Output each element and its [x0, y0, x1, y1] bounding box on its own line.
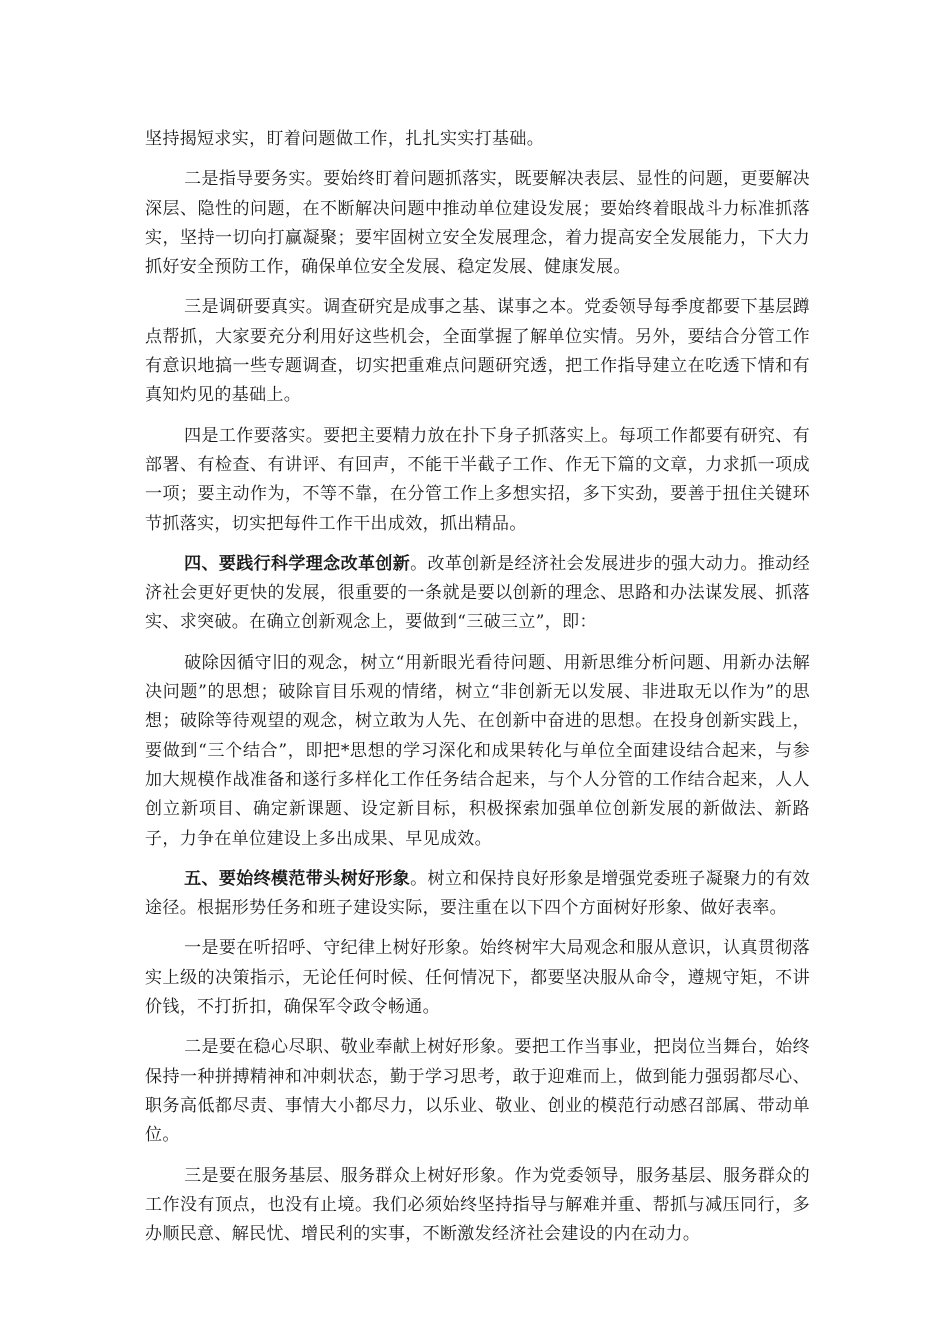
section-four-body: 。改革创新是经济社会发展进步的强大动力。推动经济社会更好更快的发展，很重要的一条就是要以创新的理念、思路和办法谋发展、抓落实、求突破。在确立创新观念上，要做到“三破三立”，即： — [145, 553, 810, 633]
paragraph-innovation: 破除因循守旧的观念，树立“用新眼光看待问题、用新思维分析问题、用新办法解决问题”的思想；破除盲目乐观的情绪，树立“非创新无以发展、非进取无以作为”的思想；破除等待观望的观念，树立敢为人先、在创新中奋进的思想。在投身创新实践上，要做到“三个结合”，即把*思想的学习深化和成果转化与单位全面建设结合起来，与参加大规模作战准备和遂行多样化工作任务结合起来，与个人分管的工作结合起来，人人创立新项目、确定新课题、设定新目标，积极探索加强单位创新发展的新做法、新路子，力争在单位建设上多出成果、早见成效。 — [145, 652, 810, 849]
paragraph-section-four — [145, 550, 810, 638]
paragraph-guidance: 二是指导要务实。要始终盯着问题抓落实，既要解决表层、显性的问题，更要解决深层、隐性的问题，在不断解决问题中推动单位建设发展；要始终着眼战斗力标准抓落实，坚持一切向打赢凝聚；要牢固树立安全发展理念，着力提高安全发展能力，下大力抓好安全预防工作，确保单位安全发展、稳定发展、健康发展。 — [145, 169, 810, 278]
section-four-heading: 四、要践行科学理念改革创新 — [184, 553, 411, 574]
paragraph-implementation: 四是工作要落实。要把主要精力放在扑下身子抓落实上。每项工作都要有研究、有部署、有检查、有讲评、有回声，不能干半截子工作、作无下篇的文章，力求抓一项成一项；要主动作为，不等不靠，在分管工作上多想实招，多下实劲，要善于扭住关键环节抓落实，切实把每件工作干出成效，抓出精品。 — [145, 425, 810, 534]
paragraph-discipline: 一是要在听招呼、守纪律上树好形象。始终树牢大局观念和服从意识，认真贯彻落实上级的决策指示，无论任何时候、任何情况下，都要坚决服从命令，遵规守矩，不讲价钱，不打折扣，确保军令政令畅通。 — [145, 938, 810, 1018]
paragraph-dedication: 二是要在稳心尽职、敬业奉献上树好形象。要把工作当事业，把岗位当舞台，始终保持一种拼搏精神和冲刺状态，勤于学习思考，敢于迎难而上，做到能力强弱都尽心、职务高低都尽责、事情大小都尽力，以乐业、敬业、创业的模范行动感召部属、带动单位。 — [145, 1037, 810, 1146]
section-five-heading: 五、要始终模范带头树好形象 — [184, 868, 411, 889]
paragraph-1: 坚持揭短求实，盯着问题做工作，扎扎实实打基础。 — [145, 129, 545, 149]
paragraph-service: 三是要在服务基层、服务群众上树好形象。作为党委领导，服务基层、服务群众的工作没有顶点，也没有止境。我们必须始终坚持指导与解难并重、帮抓与减压同行，多办顺民意、解民忧、增民利的实事，不断激发经济社会建设的内在动力。 — [145, 1165, 810, 1245]
document-page — [145, 125, 810, 1260]
paragraph-research: 三是调研要真实。调查研究是成事之基、谋事之本。党委领导每季度都要下基层蹲点帮抓，大家要充分利用好这些机会，全面掌握了解单位实情。另外，要结合分管工作有意识地搞一些专题调查，切实把重难点问题研究透，把工作指导建立在吃透下情和有真知灼见的基础上。 — [145, 297, 810, 406]
section-five-body: 。树立和保持良好形象是增强党委班子凝聚力的有效途径。根据形势任务和班子建设实际，要注重在以下四个方面树好形象、做好表率。 — [145, 868, 810, 919]
paragraph-section-five — [145, 865, 810, 924]
